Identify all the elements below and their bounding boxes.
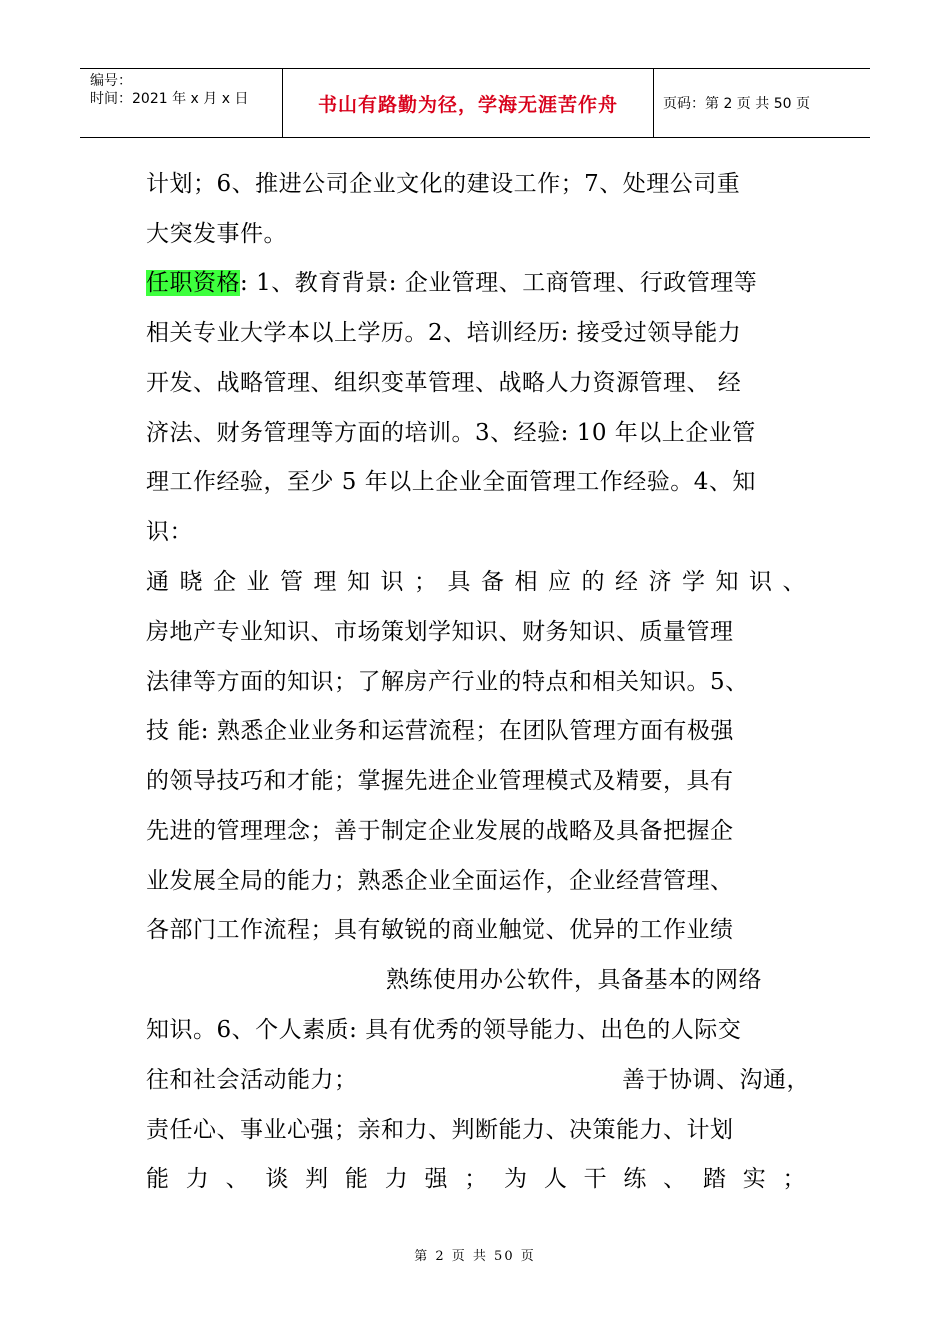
document-number-label: 编号： bbox=[90, 73, 132, 89]
body-line: 能力、谈判能力强；为人干练、踏实； bbox=[146, 1166, 806, 1192]
body-line: 善于协调、沟通， bbox=[622, 1067, 810, 1093]
body-line-text: 1、教育背景: 企业管理、工商管理、行政管理等 bbox=[256, 270, 758, 296]
header-slogan-cell bbox=[283, 69, 653, 137]
body-line: 法律等方面的知识；了解房产行业的特点和相关知识。5、 bbox=[146, 669, 749, 695]
body-line: 计划；6、推进公司企业文化的建设工作；7、处理公司重 bbox=[146, 171, 741, 197]
body-line: 往和社会活动能力； bbox=[146, 1067, 358, 1093]
body-line: 熟练使用办公软件，具备基本的网络 bbox=[386, 967, 762, 993]
body-line: 理工作经验，至少 5 年以上企业全面管理工作经验。4、知 bbox=[146, 469, 756, 495]
highlighted-heading: 任职资格 bbox=[146, 270, 240, 296]
header-slogan: 书山有路勤为径，学海无涯苦作舟 bbox=[317, 93, 618, 116]
body-line: 业发展全局的能力；熟悉企业全面运作，企业经营管理、 bbox=[146, 868, 734, 894]
page-footer: 第 2 页 共 50 页 bbox=[414, 1249, 536, 1264]
body-line: 知识。6、个人素质: 具有优秀的领导能力、出色的人际交 bbox=[146, 1017, 742, 1043]
body-line: 相关专业大学本以上学历。2、培训经历: 接受过领导能力 bbox=[146, 320, 742, 346]
header-divider bbox=[653, 69, 654, 137]
body-line: 的领导技巧和才能；掌握先进企业管理模式及精要，具有 bbox=[146, 768, 734, 794]
body-line: 各部门工作流程；具有敏锐的商业触觉、优异的工作业绩 bbox=[146, 917, 734, 943]
body-line: 先进的管理理念；善于制定企业发展的战略及具备把握企 bbox=[146, 818, 734, 844]
header-meta bbox=[90, 72, 280, 108]
body-line: 识： bbox=[146, 519, 193, 545]
body-line: 技 能: 熟悉企业业务和运营流程；在团队管理方面有极强 bbox=[146, 718, 734, 744]
body-line-qualifications: 任职资格: 1、教育背景: 企业管理、工商管理、行政管理等 bbox=[146, 270, 758, 296]
body-line: 济法、财务管理等方面的培训。3、经验: 10 年以上企业管 bbox=[146, 420, 756, 446]
document-date: 时间：2021 年 x 月 x 日 bbox=[90, 91, 249, 107]
body-line: 大突发事件。 bbox=[146, 221, 287, 247]
body-line: 责任心、事业心强；亲和力、判断能力、决策能力、计划 bbox=[146, 1117, 734, 1143]
body-line: 房地产专业知识、市场策划学知识、财务知识、质量管理 bbox=[146, 619, 734, 645]
body-line: 通晓企业管理知识；具备相应的经济学知识、 bbox=[146, 569, 806, 595]
body-line: 开发、战略管理、组织变革管理、战略人力资源管理、 经 bbox=[146, 370, 742, 396]
page-header bbox=[80, 68, 870, 138]
header-page-info: 页码：第 2 页 共 50 页 bbox=[663, 96, 810, 112]
